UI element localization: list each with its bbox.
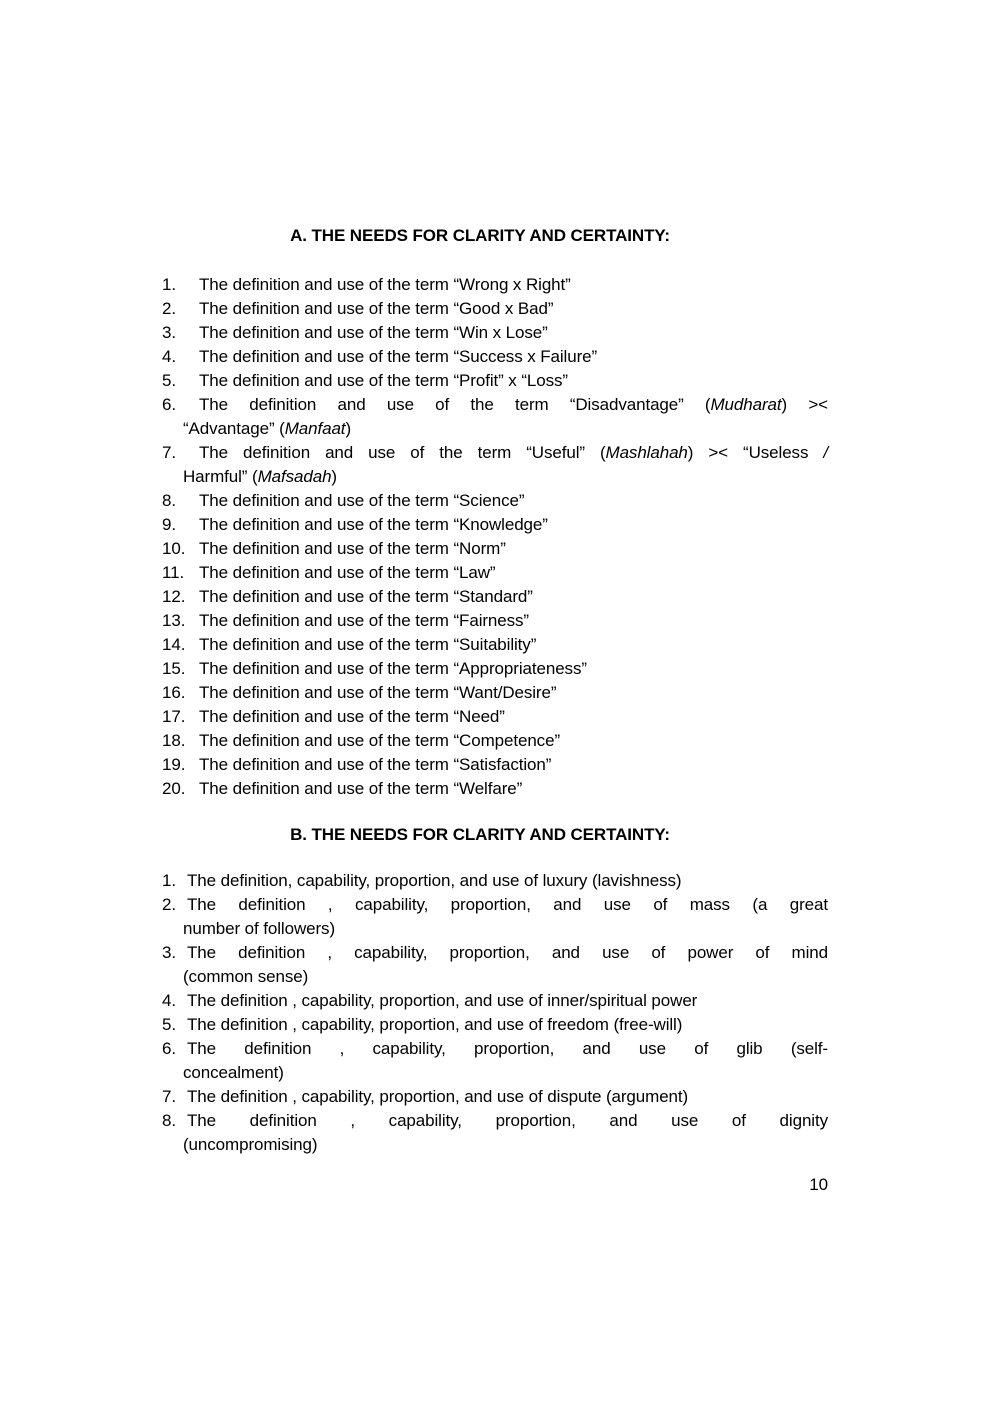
text-segment: The definition and use of the term “Win x Lose” <box>199 323 548 342</box>
list-item <box>162 777 828 801</box>
list-item-line <box>183 465 828 489</box>
list-item <box>162 273 828 297</box>
list-item-number: 2. <box>162 895 176 914</box>
text-segment: ) <box>345 419 351 438</box>
page-number: 10 <box>809 1175 828 1194</box>
list-item-text <box>183 467 337 486</box>
list-item-text <box>183 419 351 438</box>
list-item-line <box>162 513 828 537</box>
list-item-text <box>199 563 496 582</box>
list-item-number: 10. <box>162 539 186 558</box>
list-item-text <box>199 371 568 390</box>
list-item-text <box>199 515 548 534</box>
sections-container <box>162 224 828 1157</box>
list-item <box>162 393 828 441</box>
list-item-number: 5. <box>162 371 176 390</box>
text-segment: The definition and use of the term “Knowledge” <box>199 515 548 534</box>
list-item <box>162 753 828 777</box>
document-page <box>162 0 828 1197</box>
list-item-line <box>162 705 828 729</box>
list-item-number: 8. <box>162 491 176 510</box>
list-item <box>162 893 828 941</box>
list-item-text <box>199 443 828 462</box>
list-item-number: 18. <box>162 731 186 750</box>
list-item-text <box>187 1015 682 1034</box>
list-item-line <box>162 989 828 1013</box>
italic-term: Mafsadah <box>257 467 332 486</box>
list-item-line <box>162 1037 828 1061</box>
text-segment: The definition and use of the term “Disadvantage” ( <box>199 395 711 414</box>
text-segment: number of followers) <box>183 919 336 938</box>
list-item-number: 1. <box>162 275 176 294</box>
list-item-text <box>183 919 335 938</box>
list-item-line <box>162 633 828 657</box>
text-segment: The definition and use of the term “Appropriateness” <box>199 659 587 678</box>
list-item <box>162 729 828 753</box>
list-item-text <box>199 491 524 510</box>
list-item <box>162 321 828 345</box>
text-segment: The definition and use of the term “Want/Desire” <box>199 683 557 702</box>
list-item-number: 16. <box>162 683 186 702</box>
list-item-line <box>162 585 828 609</box>
text-segment: The definition , capability, proportion, and use of power of mind <box>187 943 828 962</box>
text-segment: The definition, capability, proportion, and use of luxury (lavishness) <box>187 871 682 890</box>
list-item-line <box>162 297 828 321</box>
text-segment: (common sense) <box>183 967 309 986</box>
list-item <box>162 561 828 585</box>
text-segment: The definition and use of the term “Wrong x Right” <box>199 275 571 294</box>
text-segment: The definition , capability, proportion, and use of inner/spiritual power <box>187 991 698 1010</box>
list-item-text <box>183 1135 317 1154</box>
list-item <box>162 705 828 729</box>
list-item-line <box>162 657 828 681</box>
text-segment: The definition , capability, proportion, and use of dignity <box>187 1111 828 1130</box>
list-item <box>162 633 828 657</box>
list-item-number: 7. <box>162 443 176 462</box>
list-item-number: 14. <box>162 635 186 654</box>
list-item <box>162 585 828 609</box>
list-item-text <box>183 967 308 986</box>
list-item-text <box>199 347 597 366</box>
list-item-line <box>162 869 828 893</box>
list-item-line <box>183 1061 828 1085</box>
list-item-number: 15. <box>162 659 186 678</box>
list-item <box>162 1085 828 1109</box>
list-item-line <box>162 777 828 801</box>
list-item <box>162 369 828 393</box>
text-segment: ) >< “Useless <box>687 443 824 462</box>
text-segment: The definition and use of the term “Fairness” <box>199 611 529 630</box>
list-item-text <box>199 539 506 558</box>
text-segment: The definition and use of the term “Standard” <box>199 587 533 606</box>
list-item-text <box>199 635 536 654</box>
list-item-line <box>162 273 828 297</box>
list-item-text <box>187 871 681 890</box>
list-item-line <box>162 345 828 369</box>
text-segment: The definition , capability, proportion, and use of glib (self- <box>187 1039 828 1058</box>
text-segment: The definition , capability, proportion, and use of dispute (argument) <box>187 1087 689 1106</box>
list-item-line <box>162 893 828 917</box>
list-item <box>162 681 828 705</box>
list-item-number: 11. <box>162 563 185 582</box>
list-item-line <box>162 1109 828 1133</box>
list-item <box>162 513 828 537</box>
list-item-text <box>199 611 529 630</box>
list-item-text <box>199 587 533 606</box>
list-item-line <box>183 917 828 941</box>
text-segment: The definition , capability, proportion, and use of freedom (free-will) <box>187 1015 683 1034</box>
list-item <box>162 489 828 513</box>
list-item-line <box>162 369 828 393</box>
section-list <box>162 273 828 801</box>
list-item-line <box>162 753 828 777</box>
list-item-number: 19. <box>162 755 186 774</box>
list-item-number: 7. <box>162 1087 176 1106</box>
list-item-number: 12. <box>162 587 186 606</box>
list-item-line <box>162 561 828 585</box>
list-item-number: 1. <box>162 871 176 890</box>
text-segment: The definition and use of the term “Need” <box>199 707 505 726</box>
list-item-text <box>199 683 556 702</box>
text-segment: The definition and use of the term “Law” <box>199 563 496 582</box>
list-item-line <box>162 1085 828 1109</box>
list-item-line <box>162 609 828 633</box>
list-item-line <box>183 1133 828 1157</box>
text-segment: “Advantage” ( <box>183 419 285 438</box>
list-item <box>162 657 828 681</box>
list-item-text <box>199 275 571 294</box>
list-item-text <box>199 395 828 414</box>
list-item-line <box>162 441 828 465</box>
list-item-text <box>183 1063 284 1082</box>
text-segment: The definition and use of the term “Competence” <box>199 731 560 750</box>
list-item-text <box>199 755 551 774</box>
section-list <box>162 869 828 1157</box>
list-item-text <box>199 299 553 318</box>
list-item-text <box>187 943 828 962</box>
text-segment: The definition and use of the term “Suitability” <box>199 635 537 654</box>
text-segment: The definition and use of the term “Norm” <box>199 539 506 558</box>
text-segment: ) <box>331 467 337 486</box>
list-item-line <box>162 681 828 705</box>
italic-term: / <box>823 443 828 462</box>
list-item-number: 17. <box>162 707 186 726</box>
list-item <box>162 941 828 989</box>
list-item-text <box>199 323 548 342</box>
list-item-text <box>199 707 505 726</box>
list-item-number: 6. <box>162 1039 176 1058</box>
list-item-line <box>162 537 828 561</box>
list-item-number: 20. <box>162 779 186 798</box>
italic-term: Mashlahah <box>605 443 688 462</box>
list-item <box>162 345 828 369</box>
list-item-line <box>162 941 828 965</box>
section-heading: A. THE NEEDS FOR CLARITY AND CERTAINTY: <box>290 226 670 245</box>
list-item-number: 5. <box>162 1015 176 1034</box>
list-item <box>162 1109 828 1157</box>
list-item-text <box>187 895 828 914</box>
section-heading: B. THE NEEDS FOR CLARITY AND CERTAINTY: <box>290 825 670 844</box>
list-item <box>162 537 828 561</box>
text-segment: The definition and use of the term “Good x Bad” <box>199 299 554 318</box>
italic-term: Mudharat <box>710 395 782 414</box>
list-item <box>162 1037 828 1085</box>
list-item-line <box>162 393 828 417</box>
list-item-line <box>162 1013 828 1037</box>
list-item-text <box>187 1111 828 1130</box>
list-item-number: 6. <box>162 395 176 414</box>
list-item-number: 13. <box>162 611 186 630</box>
list-item-number: 9. <box>162 515 176 534</box>
text-segment: The definition and use of the term “Welfare” <box>199 779 523 798</box>
list-item-line <box>183 965 828 989</box>
list-item-text <box>187 991 697 1010</box>
list-item-text <box>199 659 587 678</box>
text-segment: The definition and use of the term “Profit” x “Loss” <box>199 371 568 390</box>
list-item-number: 4. <box>162 347 176 366</box>
list-item-text <box>199 779 522 798</box>
list-item-line <box>183 417 828 441</box>
text-segment: The definition and use of the term “Science” <box>199 491 525 510</box>
list-item-line <box>162 489 828 513</box>
list-item <box>162 297 828 321</box>
text-segment: (uncompromising) <box>183 1135 318 1154</box>
text-segment: The definition and use of the term “Useful” ( <box>199 443 606 462</box>
list-item <box>162 989 828 1013</box>
list-item-number: 3. <box>162 943 176 962</box>
italic-term: Manfaat <box>284 419 346 438</box>
text-segment: Harmful” ( <box>183 467 258 486</box>
list-item <box>162 609 828 633</box>
text-segment: The definition and use of the term “Satisfaction” <box>199 755 552 774</box>
list-item-text <box>187 1087 688 1106</box>
list-item <box>162 441 828 489</box>
list-item <box>162 869 828 893</box>
list-item-text <box>199 731 560 750</box>
text-segment: The definition and use of the term “Success x Failure” <box>199 347 598 366</box>
text-segment: concealment) <box>183 1063 284 1082</box>
list-item-number: 3. <box>162 323 176 342</box>
list-item-text <box>187 1039 828 1058</box>
text-segment: The definition , capability, proportion, and use of mass (a great <box>187 895 828 914</box>
list-item-number: 4. <box>162 991 176 1010</box>
list-item-number: 2. <box>162 299 176 318</box>
list-item-line <box>162 321 828 345</box>
list-item <box>162 1013 828 1037</box>
list-item-number: 8. <box>162 1111 176 1130</box>
list-item-line <box>162 729 828 753</box>
text-segment: ) >< <box>781 395 828 414</box>
